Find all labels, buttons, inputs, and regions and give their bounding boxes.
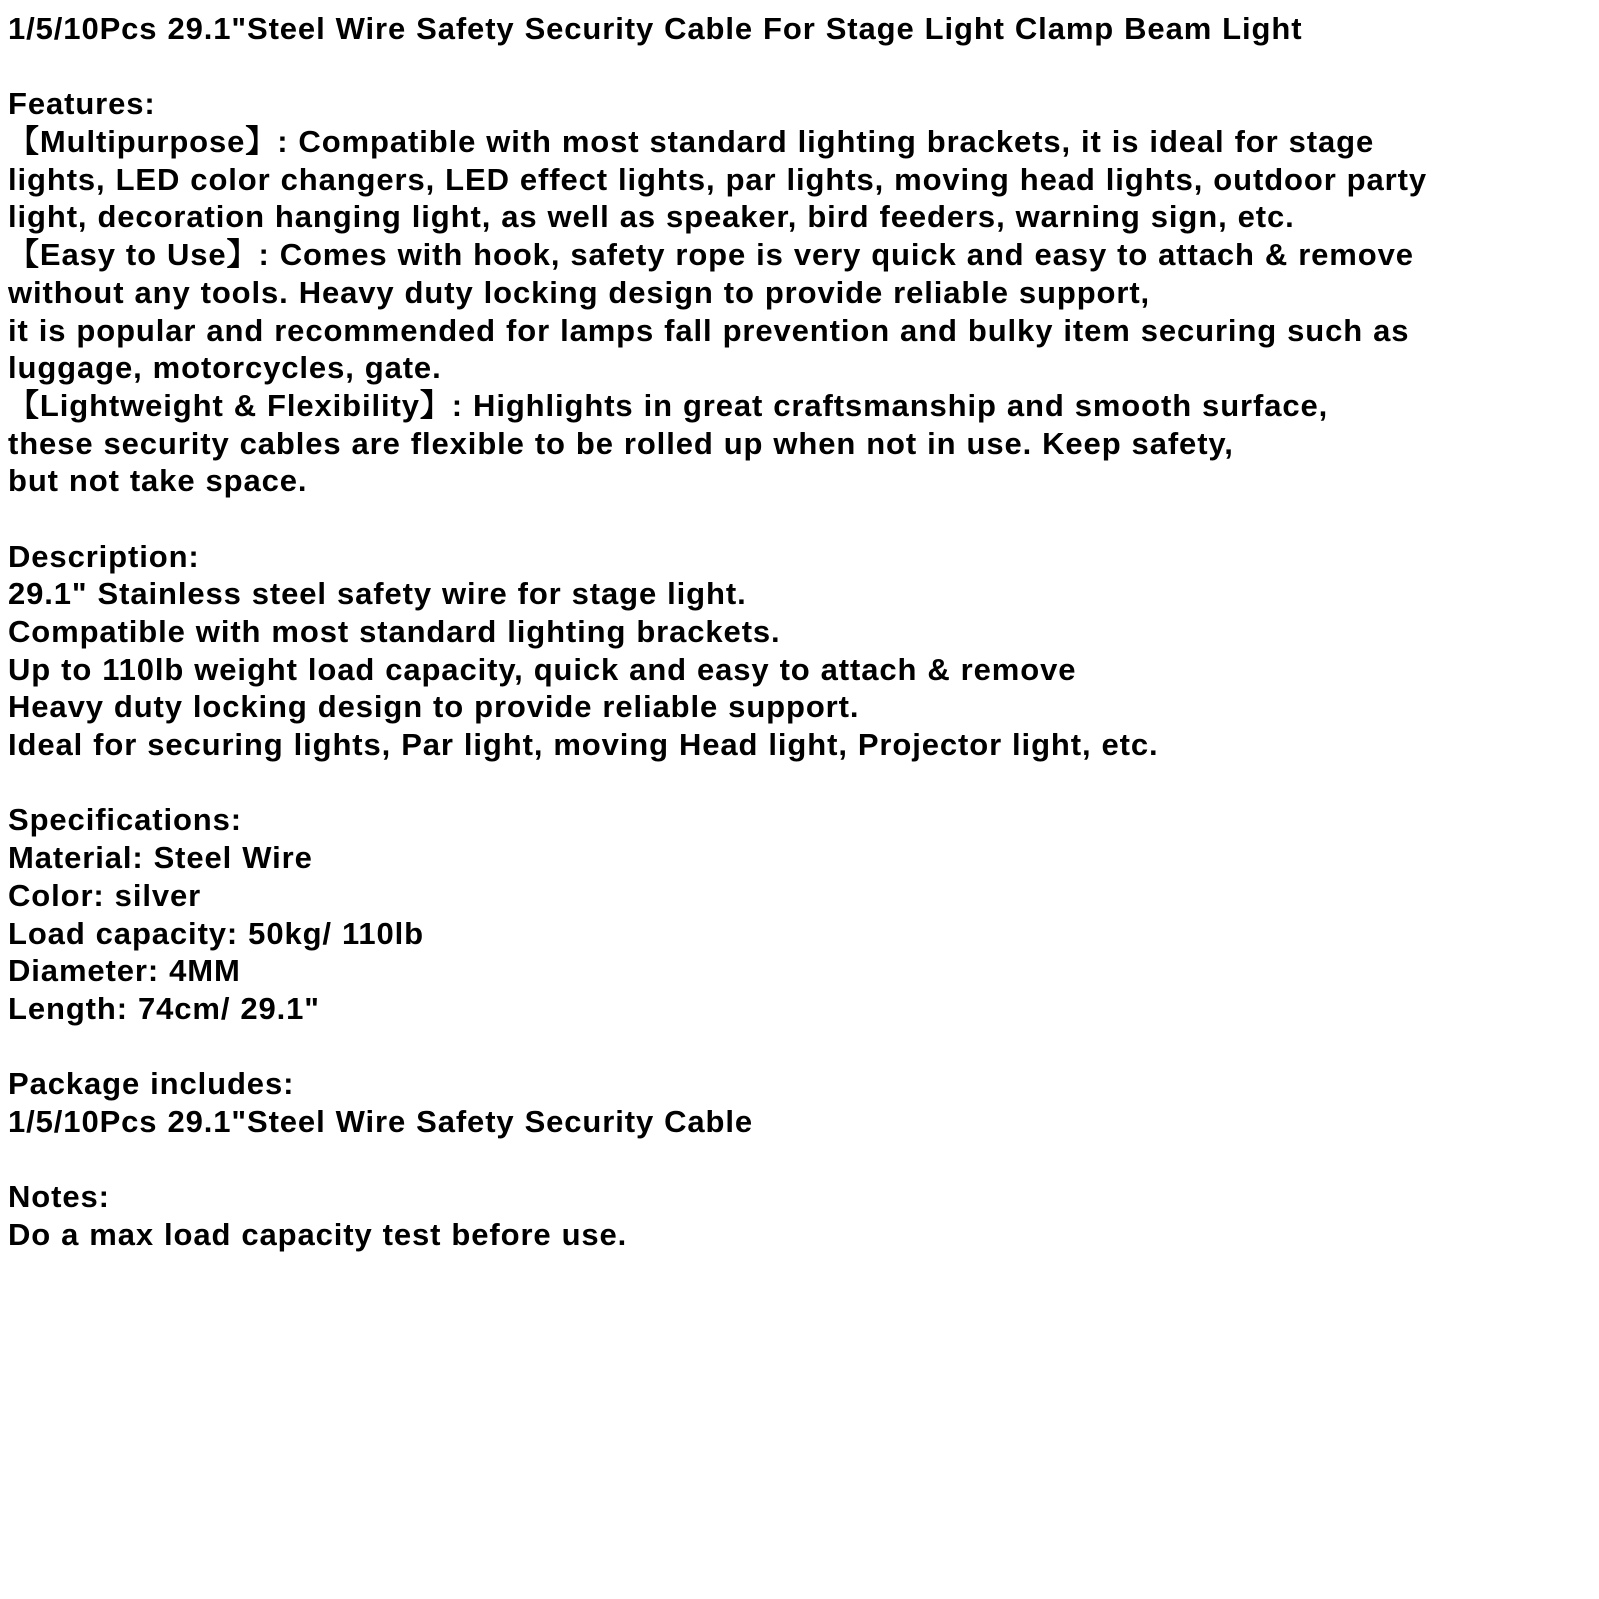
description-line: 29.1" Stainless steel safety wire for stage light. [8,576,747,612]
spec-load-capacity: Load capacity: 50kg/ 110lb [8,915,425,951]
features-heading: Features: [8,86,156,122]
specifications-section [8,801,1593,1027]
features-line: 【Multipurpose】: Compatible with most standard lighting brackets, it is ideal for stage [8,124,1375,160]
notes-heading: Notes: [8,1179,110,1215]
features-line: luggage, motorcycles, gate. [8,350,442,386]
spec-diameter: Diameter: 4MM [8,953,241,989]
features-line: but not take space. [8,463,308,499]
features-line: without any tools. Heavy duty locking design to provide reliable support, [8,274,1151,310]
features-line: 【Lightweight & Flexibility】: Highlights in great craftsmanship and smooth surface, [8,387,1329,423]
description-line: Compatible with most standard lighting brackets. [8,614,781,649]
description-line: Ideal for securing lights, Par light, moving Head light, Projector light, etc. [8,727,1159,763]
package-section [8,1065,1593,1140]
package-heading: Package includes: [8,1066,295,1102]
features-line: lights, LED color changers, LED effect lights, par lights, moving head lights, outdoor party [8,161,1427,197]
notes-line: Do a max load capacity test before use. [8,1217,628,1252]
spacer [8,764,1593,802]
notes-section [8,1178,1593,1253]
product-title: 1/5/10Pcs 29.1"Steel Wire Safety Security Cable For Stage Light Clamp Beam Light [8,11,1303,46]
spec-material: Material: Steel Wire [8,840,313,876]
product-description-document [8,10,1593,1254]
spec-length: Length: 74cm/ 29.1" [8,990,320,1026]
package-line: 1/5/10Pcs 29.1"Steel Wire Safety Security Cable [8,1103,754,1139]
spec-color: Color: silver [8,877,202,913]
spacer [8,500,1593,538]
spacer [8,1028,1593,1066]
features-section [8,85,1593,500]
features-line: 【Easy to Use】: Comes with hook, safety rope is very quick and easy to attach & remove [8,237,1414,273]
description-section [8,538,1593,764]
spacer [8,1141,1593,1179]
spacer [8,48,1593,86]
description-line: Heavy duty locking design to provide reliable support. [8,689,860,725]
specifications-heading: Specifications: [8,802,242,838]
description-line: Up to 110lb weight load capacity, quick and easy to attach & remove [8,651,1077,687]
features-line: these security cables are flexible to be rolled up when not in use. Keep safety, [8,425,1234,461]
features-line: it is popular and recommended for lamps fall prevention and bulky item securing such as [8,312,1410,348]
description-heading: Description: [8,538,200,574]
features-line: light, decoration hanging light, as well as speaker, bird feeders, warning sign, etc. [8,199,1295,235]
